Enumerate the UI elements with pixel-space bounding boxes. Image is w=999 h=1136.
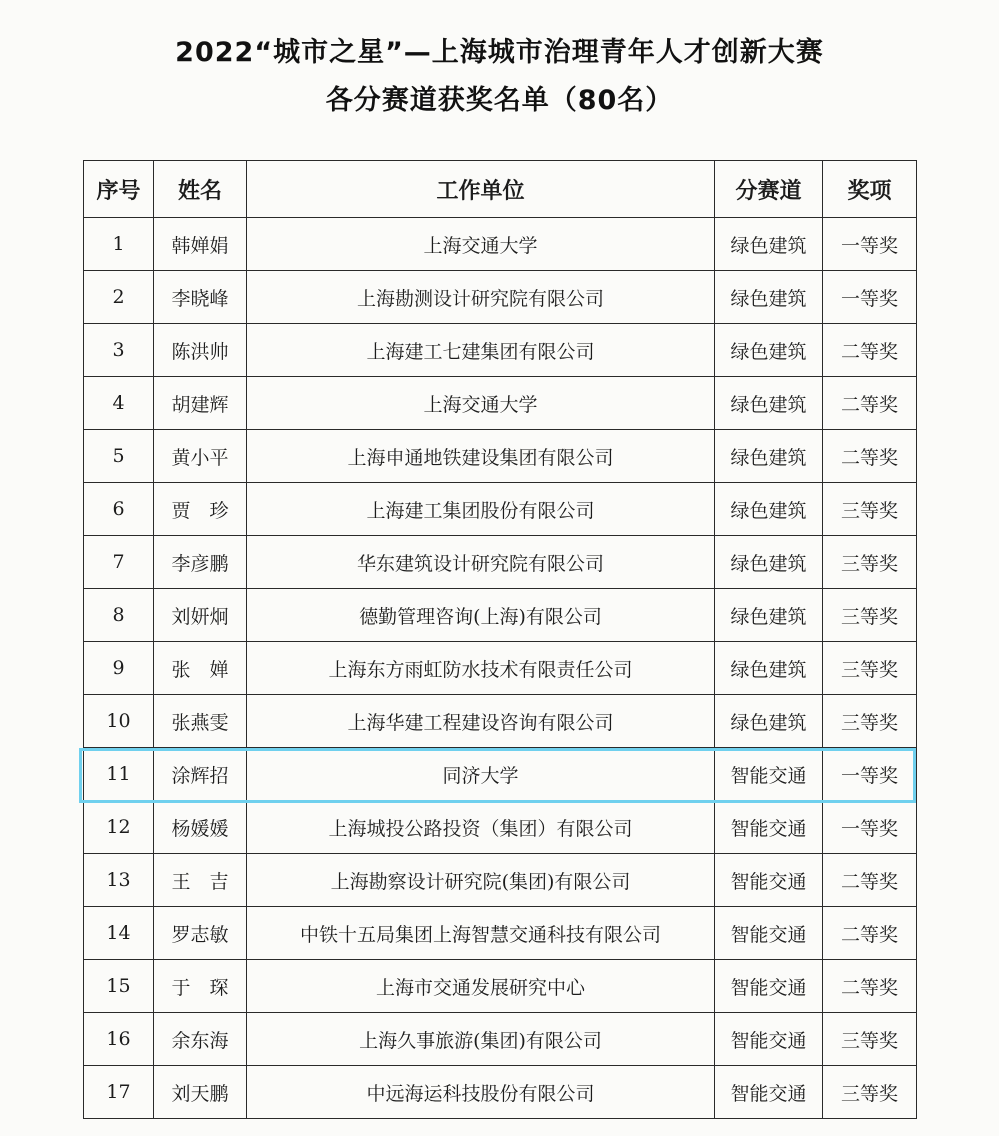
cell-number: 6 (84, 483, 154, 536)
cell-number: 12 (84, 801, 154, 854)
cell-number: 3 (84, 324, 154, 377)
cell-name: 于 琛 (154, 960, 247, 1013)
cell-name: 黄小平 (154, 430, 247, 483)
table-row (84, 377, 917, 430)
cell-unit: 德勤管理咨询(上海)有限公司 (247, 589, 715, 642)
cell-name: 刘天鹏 (154, 1066, 247, 1119)
table-row (84, 218, 917, 271)
cell-unit: 上海市交通发展研究中心 (247, 960, 715, 1013)
cell-name: 王 吉 (154, 854, 247, 907)
cell-number: 17 (84, 1066, 154, 1119)
cell-unit: 中铁十五局集团上海智慧交通科技有限公司 (247, 907, 715, 960)
cell-unit: 同济大学 (247, 748, 715, 801)
header-number: 序号 (84, 161, 154, 218)
cell-name: 涂辉招 (154, 748, 247, 801)
cell-number: 8 (84, 589, 154, 642)
table-row (84, 589, 917, 642)
cell-track: 绿色建筑 (715, 642, 823, 695)
cell-track: 绿色建筑 (715, 483, 823, 536)
cell-name: 刘妍炯 (154, 589, 247, 642)
cell-track: 智能交通 (715, 1013, 823, 1066)
table-row (84, 1066, 917, 1119)
cell-track: 绿色建筑 (715, 430, 823, 483)
cell-unit: 上海建工七建集团有限公司 (247, 324, 715, 377)
cell-track: 智能交通 (715, 1066, 823, 1119)
cell-track: 智能交通 (715, 748, 823, 801)
cell-track: 绿色建筑 (715, 377, 823, 430)
cell-name: 李彦鹏 (154, 536, 247, 589)
cell-track: 智能交通 (715, 960, 823, 1013)
cell-track: 绿色建筑 (715, 271, 823, 324)
cell-name: 陈洪帅 (154, 324, 247, 377)
cell-unit: 上海华建工程建设咨询有限公司 (247, 695, 715, 748)
cell-unit: 华东建筑设计研究院有限公司 (247, 536, 715, 589)
document-title-line-1: 2022“城市之星”—上海城市治理青年人才创新大赛 (175, 37, 824, 68)
cell-number: 4 (84, 377, 154, 430)
cell-number: 10 (84, 695, 154, 748)
cell-name: 罗志敏 (154, 907, 247, 960)
cell-award: 一等奖 (823, 748, 917, 801)
table-row (84, 536, 917, 589)
cell-unit: 中远海运科技股份有限公司 (247, 1066, 715, 1119)
cell-award: 二等奖 (823, 907, 917, 960)
cell-award: 三等奖 (823, 1066, 917, 1119)
cell-name: 胡建辉 (154, 377, 247, 430)
header-track: 分赛道 (715, 161, 823, 218)
table-row (84, 483, 917, 536)
cell-number: 9 (84, 642, 154, 695)
table-row (84, 907, 917, 960)
table-row (84, 854, 917, 907)
cell-unit: 上海勘测设计研究院有限公司 (247, 271, 715, 324)
cell-track: 绿色建筑 (715, 536, 823, 589)
cell-unit: 上海建工集团股份有限公司 (247, 483, 715, 536)
cell-name: 贾 珍 (154, 483, 247, 536)
table-row (84, 1013, 917, 1066)
cell-number: 13 (84, 854, 154, 907)
cell-unit: 上海城投公路投资（集团）有限公司 (247, 801, 715, 854)
cell-award: 一等奖 (823, 218, 917, 271)
header-unit: 工作单位 (247, 161, 715, 218)
cell-track: 绿色建筑 (715, 218, 823, 271)
cell-number: 11 (84, 748, 154, 801)
cell-name: 李晓峰 (154, 271, 247, 324)
cell-award: 二等奖 (823, 377, 917, 430)
table-row (84, 430, 917, 483)
cell-number: 16 (84, 1013, 154, 1066)
table-row (84, 271, 917, 324)
table-row (84, 324, 917, 377)
cell-unit: 上海东方雨虹防水技术有限责任公司 (247, 642, 715, 695)
cell-unit: 上海交通大学 (247, 377, 715, 430)
cell-award: 二等奖 (823, 430, 917, 483)
cell-number: 14 (84, 907, 154, 960)
cell-award: 一等奖 (823, 801, 917, 854)
cell-award: 三等奖 (823, 589, 917, 642)
cell-track: 智能交通 (715, 801, 823, 854)
cell-number: 5 (84, 430, 154, 483)
cell-number: 7 (84, 536, 154, 589)
cell-track: 智能交通 (715, 907, 823, 960)
cell-award: 三等奖 (823, 536, 917, 589)
cell-unit: 上海申通地铁建设集团有限公司 (247, 430, 715, 483)
table-row (84, 695, 917, 748)
cell-track: 绿色建筑 (715, 324, 823, 377)
cell-name: 韩婵娟 (154, 218, 247, 271)
header-name: 姓名 (154, 161, 247, 218)
cell-track: 绿色建筑 (715, 589, 823, 642)
table-row (84, 801, 917, 854)
table-header-row (84, 161, 917, 218)
cell-unit: 上海久事旅游(集团)有限公司 (247, 1013, 715, 1066)
award-list-table (83, 160, 917, 1119)
header-award: 奖项 (823, 161, 917, 218)
cell-award: 一等奖 (823, 271, 917, 324)
cell-unit: 上海勘察设计研究院(集团)有限公司 (247, 854, 715, 907)
cell-track: 智能交通 (715, 854, 823, 907)
cell-number: 15 (84, 960, 154, 1013)
cell-number: 1 (84, 218, 154, 271)
cell-track: 绿色建筑 (715, 695, 823, 748)
cell-unit: 上海交通大学 (247, 218, 715, 271)
table-row (84, 960, 917, 1013)
cell-name: 余东海 (154, 1013, 247, 1066)
cell-name: 杨媛媛 (154, 801, 247, 854)
cell-award: 二等奖 (823, 854, 917, 907)
cell-award: 三等奖 (823, 483, 917, 536)
cell-name: 张燕雯 (154, 695, 247, 748)
table-row (84, 642, 917, 695)
cell-award: 三等奖 (823, 642, 917, 695)
cell-award: 三等奖 (823, 1013, 917, 1066)
table-row (84, 748, 917, 801)
cell-number: 2 (84, 271, 154, 324)
cell-award: 三等奖 (823, 695, 917, 748)
cell-name: 张 婵 (154, 642, 247, 695)
cell-award: 二等奖 (823, 324, 917, 377)
cell-award: 二等奖 (823, 960, 917, 1013)
document-title-line-2: 各分赛道获奖名单（80名） (325, 85, 674, 116)
